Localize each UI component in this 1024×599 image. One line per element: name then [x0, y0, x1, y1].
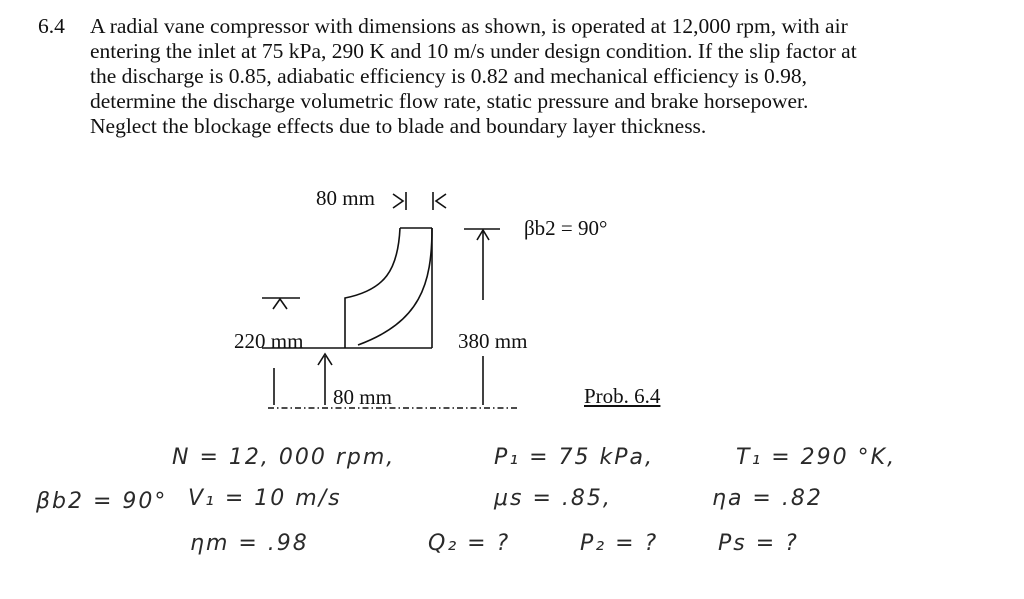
note-flow-rate-unknown: Q₂ = ? — [428, 531, 511, 556]
label-80mm-bottom: 80 mm — [333, 385, 392, 409]
note-speed: N = 12, 000 rpm, — [172, 445, 396, 470]
note-adiabatic-eff: ηa = .82 — [712, 486, 823, 511]
note-inlet-velocity: V₁ = 10 m/s — [188, 486, 342, 511]
vane-outer-curve — [345, 228, 400, 348]
problem-line-1: A radial vane compressor with dimensions as shown, is operated at 12,000 rpm, with air — [90, 14, 848, 38]
note-blade-angle: βb2 = 90° — [36, 489, 168, 514]
dim-220-arrow — [273, 299, 287, 309]
note-discharge-pressure-unknown: P₂ = ? — [580, 531, 659, 556]
note-inlet-temp: T₁ = 290 °K, — [736, 445, 897, 470]
problem-number: 6.4 — [38, 14, 65, 38]
note-static-pressure-unknown: Ps = ? — [718, 531, 799, 556]
note-slip-factor: μs = .85, — [494, 486, 612, 511]
width-arrow-right — [436, 194, 446, 208]
problem-line-5: Neglect the blockage effects due to blade and boundary layer thickness. — [90, 114, 707, 138]
figure-caption: Prob. 6.4 — [584, 384, 661, 408]
label-380mm: 380 mm — [458, 329, 528, 353]
problem-line-3: the discharge is 0.85, adiabatic efficiency is 0.82 and mechanical efficiency is 0.98, — [90, 64, 808, 88]
width-label: 80 mm — [316, 186, 375, 210]
note-mechanical-eff: ηm = .98 — [190, 531, 309, 556]
problem-line-2: entering the inlet at 75 kPa, 290 K and 10 m/s under design condition. If the slip factor at — [90, 39, 857, 63]
beta-label: βb2 = 90° — [524, 216, 608, 240]
label-220mm: 220 mm — [234, 329, 304, 353]
problem-line-4: determine the discharge volumetric flow rate, static pressure and brake horsepower. — [90, 89, 809, 113]
note-inlet-pressure: P₁ = 75 kPa, — [494, 445, 654, 470]
width-arrow-left — [393, 194, 403, 208]
vane-inner-curve — [358, 228, 432, 345]
